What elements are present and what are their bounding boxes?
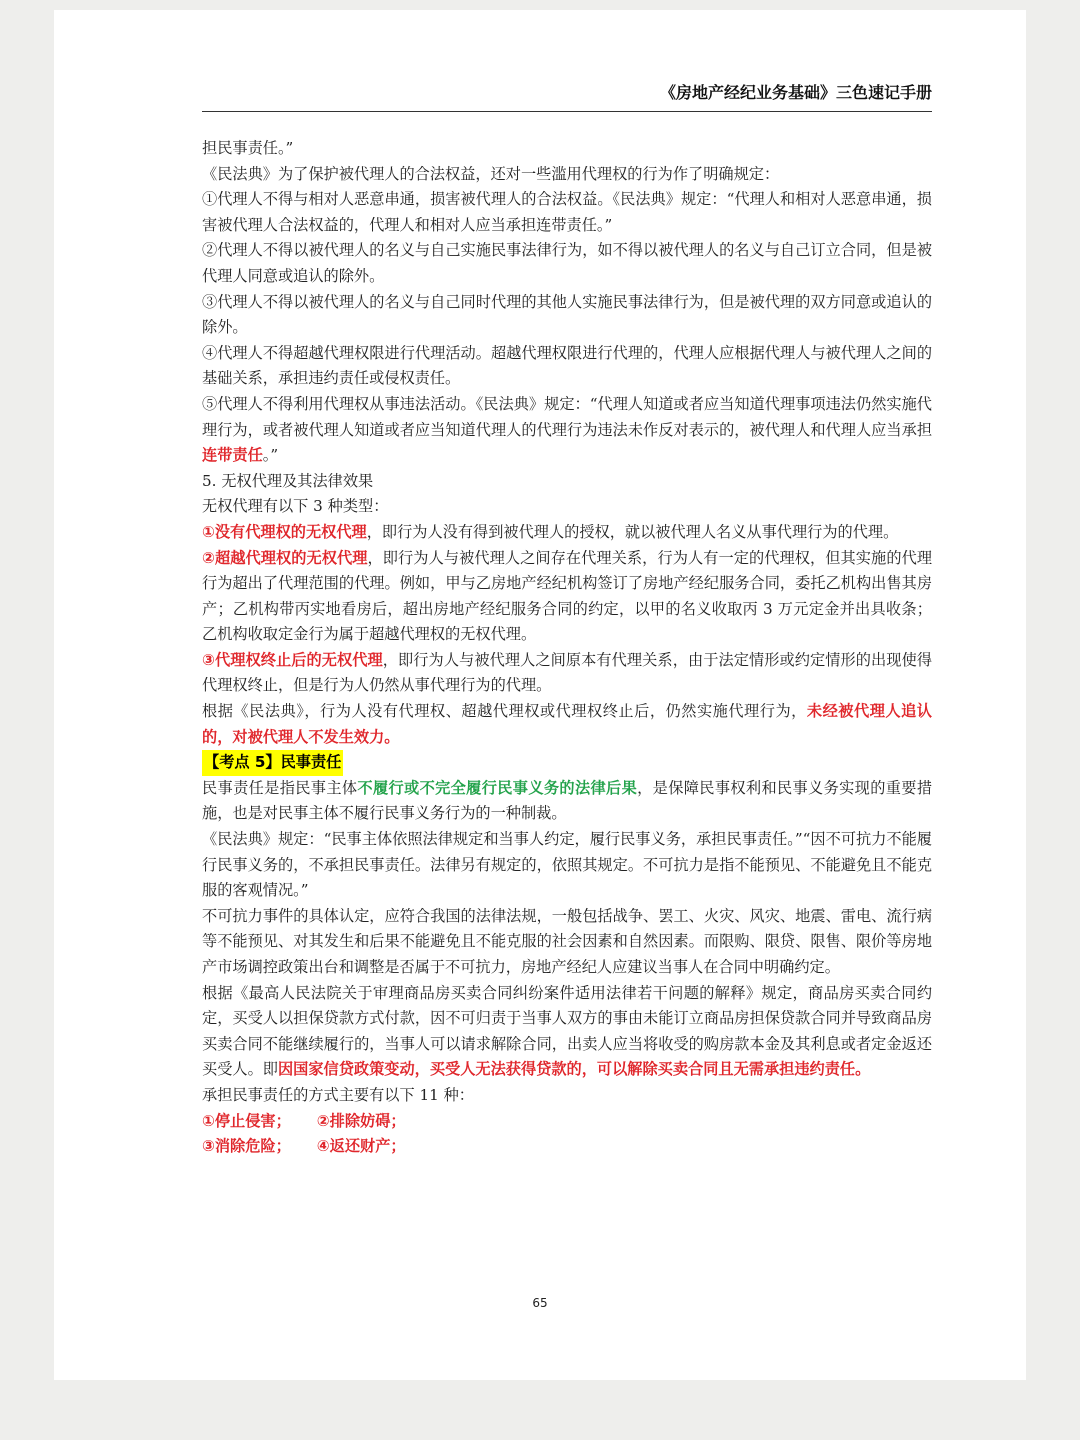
list-line xyxy=(202,1109,932,1135)
highlight-red: 超越代理权的无权代理 xyxy=(214,548,368,567)
section-heading: 5. 无权代理及其法律效果 xyxy=(202,471,374,490)
paragraph: 《民法典》为了保护被代理人的合法权益，还对一些滥用代理权的行为作了明确规定： xyxy=(202,164,780,183)
page-body xyxy=(202,136,932,1160)
paragraph xyxy=(202,392,932,469)
text: ，即行为人与被代理人之间原本有代理关系，由于法定情形或约定情形的出现使得代理权终止，但是行为人仍然从事代理行为的代理。 xyxy=(202,650,933,695)
highlight-red: 连带责任 xyxy=(202,446,263,465)
paragraph: ①代理人不得与相对人恶意串通，损害被代理人的合法权益。《民法典》规定：“代理人和相对人恶意串通，损害被代理人合法权益的，代理人和相对人应当承担连带责任。” xyxy=(202,190,932,234)
list-item: ③消除危险； xyxy=(202,1137,291,1156)
list-marker: ① xyxy=(202,522,215,541)
paragraph xyxy=(202,546,932,648)
document-page xyxy=(54,10,1026,1380)
key-point-heading xyxy=(202,750,932,776)
paragraph: ③代理人不得以被代理人的名义与自己同时代理的其他人实施民事法律行为，但是被代理的双方同意或追认的除外。 xyxy=(202,292,932,337)
paragraph: 《民法典》规定：“民事主体依照法律规定和当事人约定，履行民事义务，承担民事责任。”“因不可抗力不能履行民事义务的，不承担民事责任。法律另有规定的，依照其规定。不可抗力是指不能预见、不能避免且不能克服的客观情况。” xyxy=(202,830,932,900)
highlight-green: 不履行或不完全履行民事义务的法律后果 xyxy=(357,778,638,797)
list-marker: ② xyxy=(202,548,215,567)
paragraph xyxy=(202,520,932,546)
paragraph: 不可抗力事件的具体认定，应符合我国的法律法规，一般包括战争、罢工、火灾、风灾、地震、雷电、流行病等不能预见、对其发生和后果不能避免且不能克服的社会因素和自然因素。而限购、限贷、限售、限价等房地产市场调控政策出台和调整是否属于不可抗力，房地产经纪人应建议当事人在合同中明确约定。 xyxy=(202,906,932,976)
paragraph: ②代理人不得以被代理人的名义与自己实施民事法律行为，如不得以被代理人的名义与自己订立合同，但是被代理人同意或追认的除外。 xyxy=(202,241,932,285)
text: ，即行为人没有得到被代理人的授权，就以被代理人名义从事代理行为的代理。 xyxy=(366,522,899,541)
paragraph: 无权代理有以下 3 种类型： xyxy=(202,497,389,516)
paragraph xyxy=(202,981,932,1083)
highlight-red: 因国家信贷政策变动，买受人无法获得贷款的，可以解除买卖合同且无需承担违约责任。 xyxy=(277,1060,871,1079)
text: ，是保障民事权利和民事义务实现的重要措施，也是对民事主体不履行民事义务行为的一种制裁。 xyxy=(202,778,933,823)
text: 根据《最高人民法院关于审理商品房买卖合同纠纷案件适用法律若干问题的解释》规定，商品房买卖合同约定，买受人以担保贷款方式付款，因不可归责于当事人双方的事由未能订立商品房担保贷款合同并导致商品房买卖合同不能继续履行的，当事人可以请求解除合同，出卖人应当将收受的购房款本金及其利息或者定金返还买受人。即 xyxy=(202,983,932,1079)
list-item: ②排除妨碍； xyxy=(316,1111,406,1130)
highlight-red: 代理权终止后的无权代理 xyxy=(214,650,383,669)
list-marker: ③ xyxy=(202,650,215,669)
highlight-red: 未经被代理人追认的，对被代理人不发生效力。 xyxy=(202,702,932,746)
text: 。” xyxy=(262,446,279,465)
paragraph: ④代理人不得超越代理权限进行代理活动。超越代理权限进行代理的，代理人应根据代理人与被代理人之间的基础关系，承担违约责任或侵权责任。 xyxy=(202,343,932,388)
key-point-label: 【考点 5】民事责任 xyxy=(202,750,343,776)
text: ⑤代理人不得利用代理权从事违法活动。《民法典》规定：“代理人知道或者应当知道代理事项违法仍然实施代理行为，或者被代理人知道或者应当知道代理人的代理行为违法未作反对表示的，被代理人和代理人应当承担 xyxy=(202,394,932,439)
paragraph xyxy=(202,776,932,827)
running-header: 《房地产经纪业务基础》三色速记手册 xyxy=(202,80,932,112)
list-line xyxy=(202,1134,932,1160)
paragraph xyxy=(202,648,932,699)
paragraph xyxy=(202,699,932,750)
list-item: ①停止侵害； xyxy=(202,1111,291,1130)
text: 根据《民法典》，行为人没有代理权、超越代理权或代理权终止后，仍然实施代理行为， xyxy=(202,702,807,721)
text: ，即行为人与被代理人之间存在代理关系，行为人有一定的代理权，但其实施的代理行为超出了代理范围的代理。例如，甲与乙房地产经纪机构签订了房地产经纪服务合同，委托乙机构出售其房产；乙机构带丙实地看房后，超出房地产经纪服务合同的约定，以甲的名义收取丙 3 万元定金并出具收条；乙机构收取定金行为属于超越代理权的无权代理。 xyxy=(202,548,933,644)
paragraph: 担民事责任。” xyxy=(202,139,294,157)
page-number: 65 xyxy=(532,1296,548,1310)
paragraph: 承担民事责任的方式主要有以下 11 种： xyxy=(202,1085,474,1104)
text: 民事责任是指民事主体 xyxy=(202,778,358,797)
highlight-red: 没有代理权的无权代理 xyxy=(214,522,367,541)
list-item: ④返还财产； xyxy=(316,1137,406,1156)
